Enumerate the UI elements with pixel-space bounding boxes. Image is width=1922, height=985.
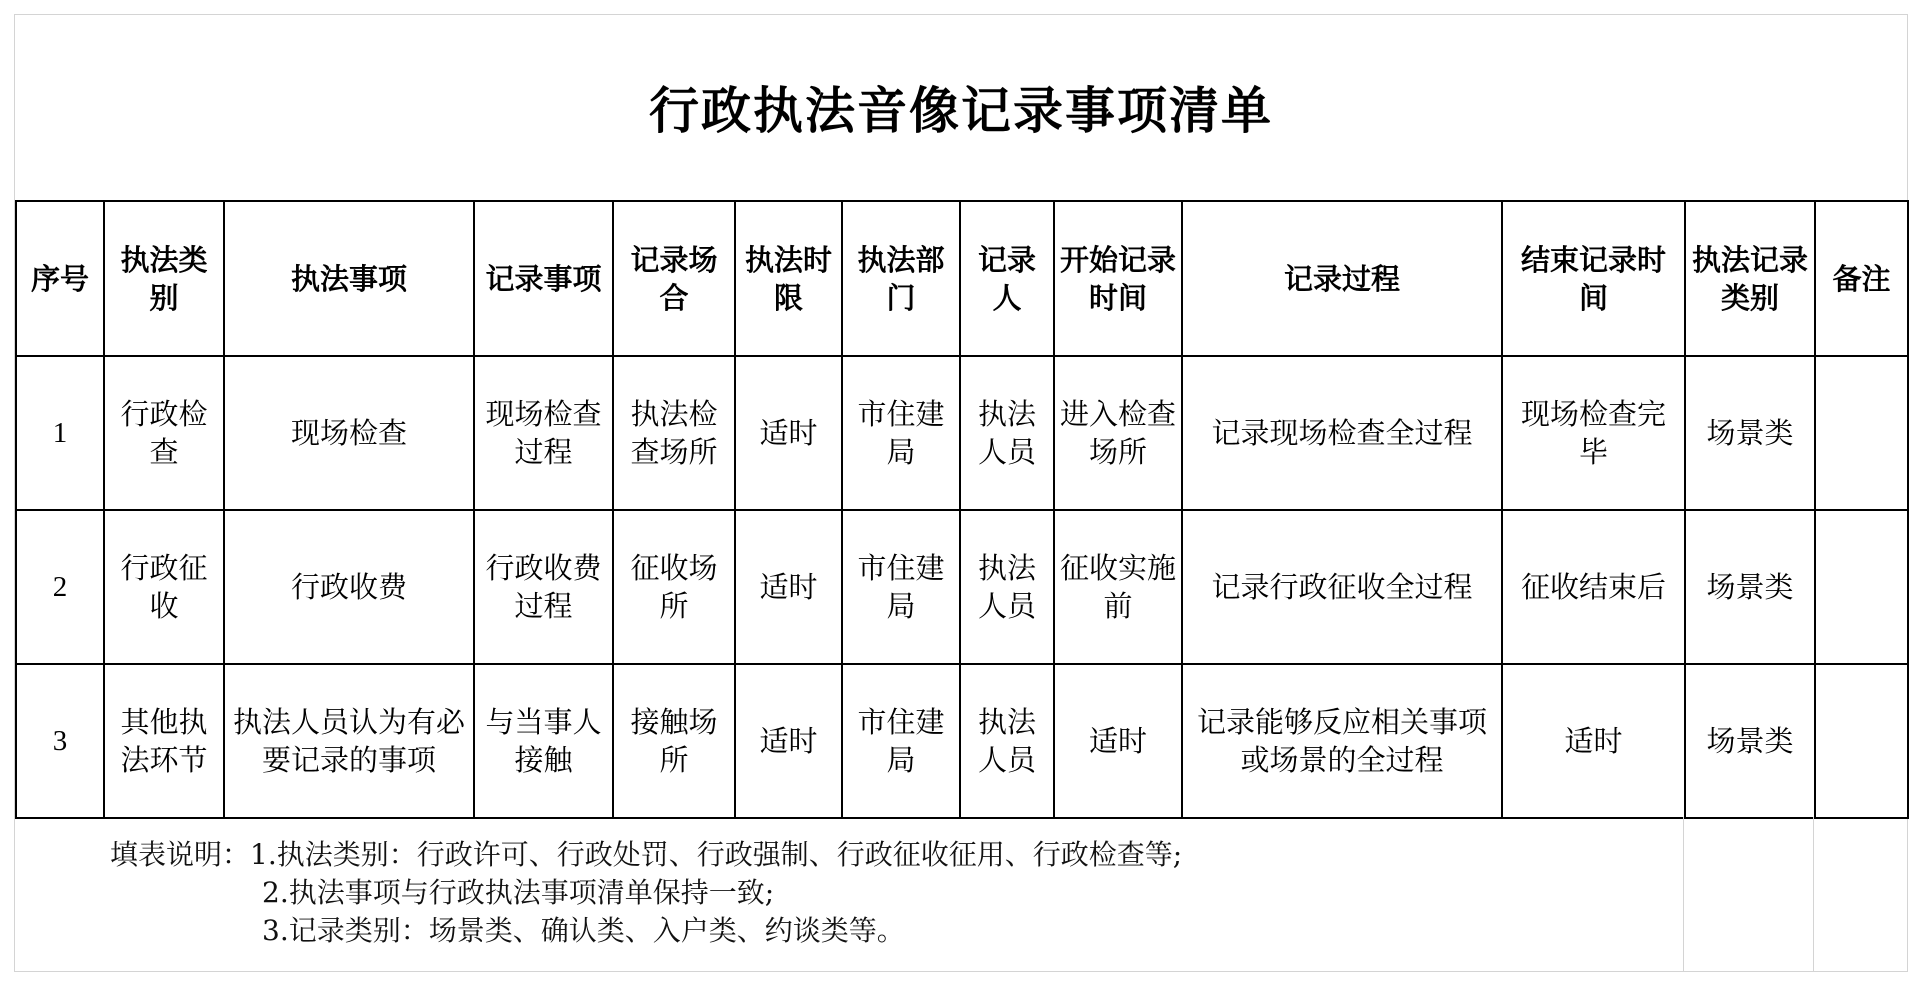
header-cell: 记录场合 xyxy=(613,201,735,356)
spreadsheet-gridline xyxy=(1683,817,1684,972)
cell-end-time: 征收结束后 xyxy=(1502,510,1685,664)
notes-item: 1.执法类别：行政许可、行政处罚、行政强制、行政征收征用、行政检查等; xyxy=(250,838,1183,871)
cell-process: 记录行政征收全过程 xyxy=(1182,510,1502,664)
notes-item: 2.执法事项与行政执法事项清单保持一致; xyxy=(262,876,775,909)
cell-end-time: 现场检查完毕 xyxy=(1502,356,1685,510)
cell-department: 市住建局 xyxy=(842,356,960,510)
records-table xyxy=(15,200,1909,819)
cell-occasion: 征收场所 xyxy=(613,510,735,664)
cell-start-time: 征收实施前 xyxy=(1054,510,1182,664)
cell-recorder: 执法人员 xyxy=(960,664,1054,818)
cell-no: 1 xyxy=(16,356,104,510)
header-cell: 执法部门 xyxy=(842,201,960,356)
cell-record-type: 场景类 xyxy=(1685,510,1815,664)
cell-no: 2 xyxy=(16,510,104,664)
table-header-row xyxy=(16,201,1908,356)
cell-start-time: 适时 xyxy=(1054,664,1182,818)
cell-matter: 执法人员认为有必要记录的事项 xyxy=(224,664,474,818)
cell-remark xyxy=(1815,356,1908,510)
cell-record-item: 现场检查过程 xyxy=(474,356,613,510)
header-cell: 开始记录时间 xyxy=(1054,201,1182,356)
header-cell: 记录事项 xyxy=(474,201,613,356)
cell-recorder: 执法人员 xyxy=(960,510,1054,664)
header-cell: 执法事项 xyxy=(224,201,474,356)
cell-no: 3 xyxy=(16,664,104,818)
cell-department: 市住建局 xyxy=(842,510,960,664)
cell-matter: 行政收费 xyxy=(224,510,474,664)
table-row xyxy=(16,510,1908,664)
cell-end-time: 适时 xyxy=(1502,664,1685,818)
header-cell: 记录过程 xyxy=(1182,201,1502,356)
cell-time-limit: 适时 xyxy=(735,356,842,510)
cell-occasion: 接触场所 xyxy=(613,664,735,818)
cell-remark xyxy=(1815,664,1908,818)
cell-matter: 现场检查 xyxy=(224,356,474,510)
header-cell: 备注 xyxy=(1815,201,1908,356)
notes-item: 3.记录类别：场景类、确认类、入户类、约谈类等。 xyxy=(262,914,905,947)
cell-record-item: 行政收费过程 xyxy=(474,510,613,664)
table-row xyxy=(16,664,1908,818)
cell-time-limit: 适时 xyxy=(735,664,842,818)
cell-record-type: 场景类 xyxy=(1685,664,1815,818)
cell-record-item: 与当事人接触 xyxy=(474,664,613,818)
cell-process: 记录能够反应相关事项或场景的全过程 xyxy=(1182,664,1502,818)
notes-line xyxy=(110,836,1610,874)
header-cell: 执法时限 xyxy=(735,201,842,356)
cell-start-time: 进入检查场所 xyxy=(1054,356,1182,510)
cell-category: 行政检查 xyxy=(104,356,224,510)
header-cell: 执法记录类别 xyxy=(1685,201,1815,356)
cell-occasion: 执法检查场所 xyxy=(613,356,735,510)
header-cell: 记录人 xyxy=(960,201,1054,356)
cell-time-limit: 适时 xyxy=(735,510,842,664)
header-cell: 执法类别 xyxy=(104,201,224,356)
cell-remark xyxy=(1815,510,1908,664)
table-row xyxy=(16,356,1908,510)
cell-recorder: 执法人员 xyxy=(960,356,1054,510)
cell-category: 行政征收 xyxy=(104,510,224,664)
notes-label: 填表说明： xyxy=(110,838,251,871)
spreadsheet-gridline xyxy=(1813,817,1814,972)
cell-process: 记录现场检查全过程 xyxy=(1182,356,1502,510)
header-cell: 结束记录时间 xyxy=(1502,201,1685,356)
header-cell: 序号 xyxy=(16,201,104,356)
document-title: 行政执法音像记录事项清单 xyxy=(649,82,1273,140)
cell-department: 市住建局 xyxy=(842,664,960,818)
cell-record-type: 场景类 xyxy=(1685,356,1815,510)
cell-category: 其他执法环节 xyxy=(104,664,224,818)
fill-instructions xyxy=(110,836,1610,950)
